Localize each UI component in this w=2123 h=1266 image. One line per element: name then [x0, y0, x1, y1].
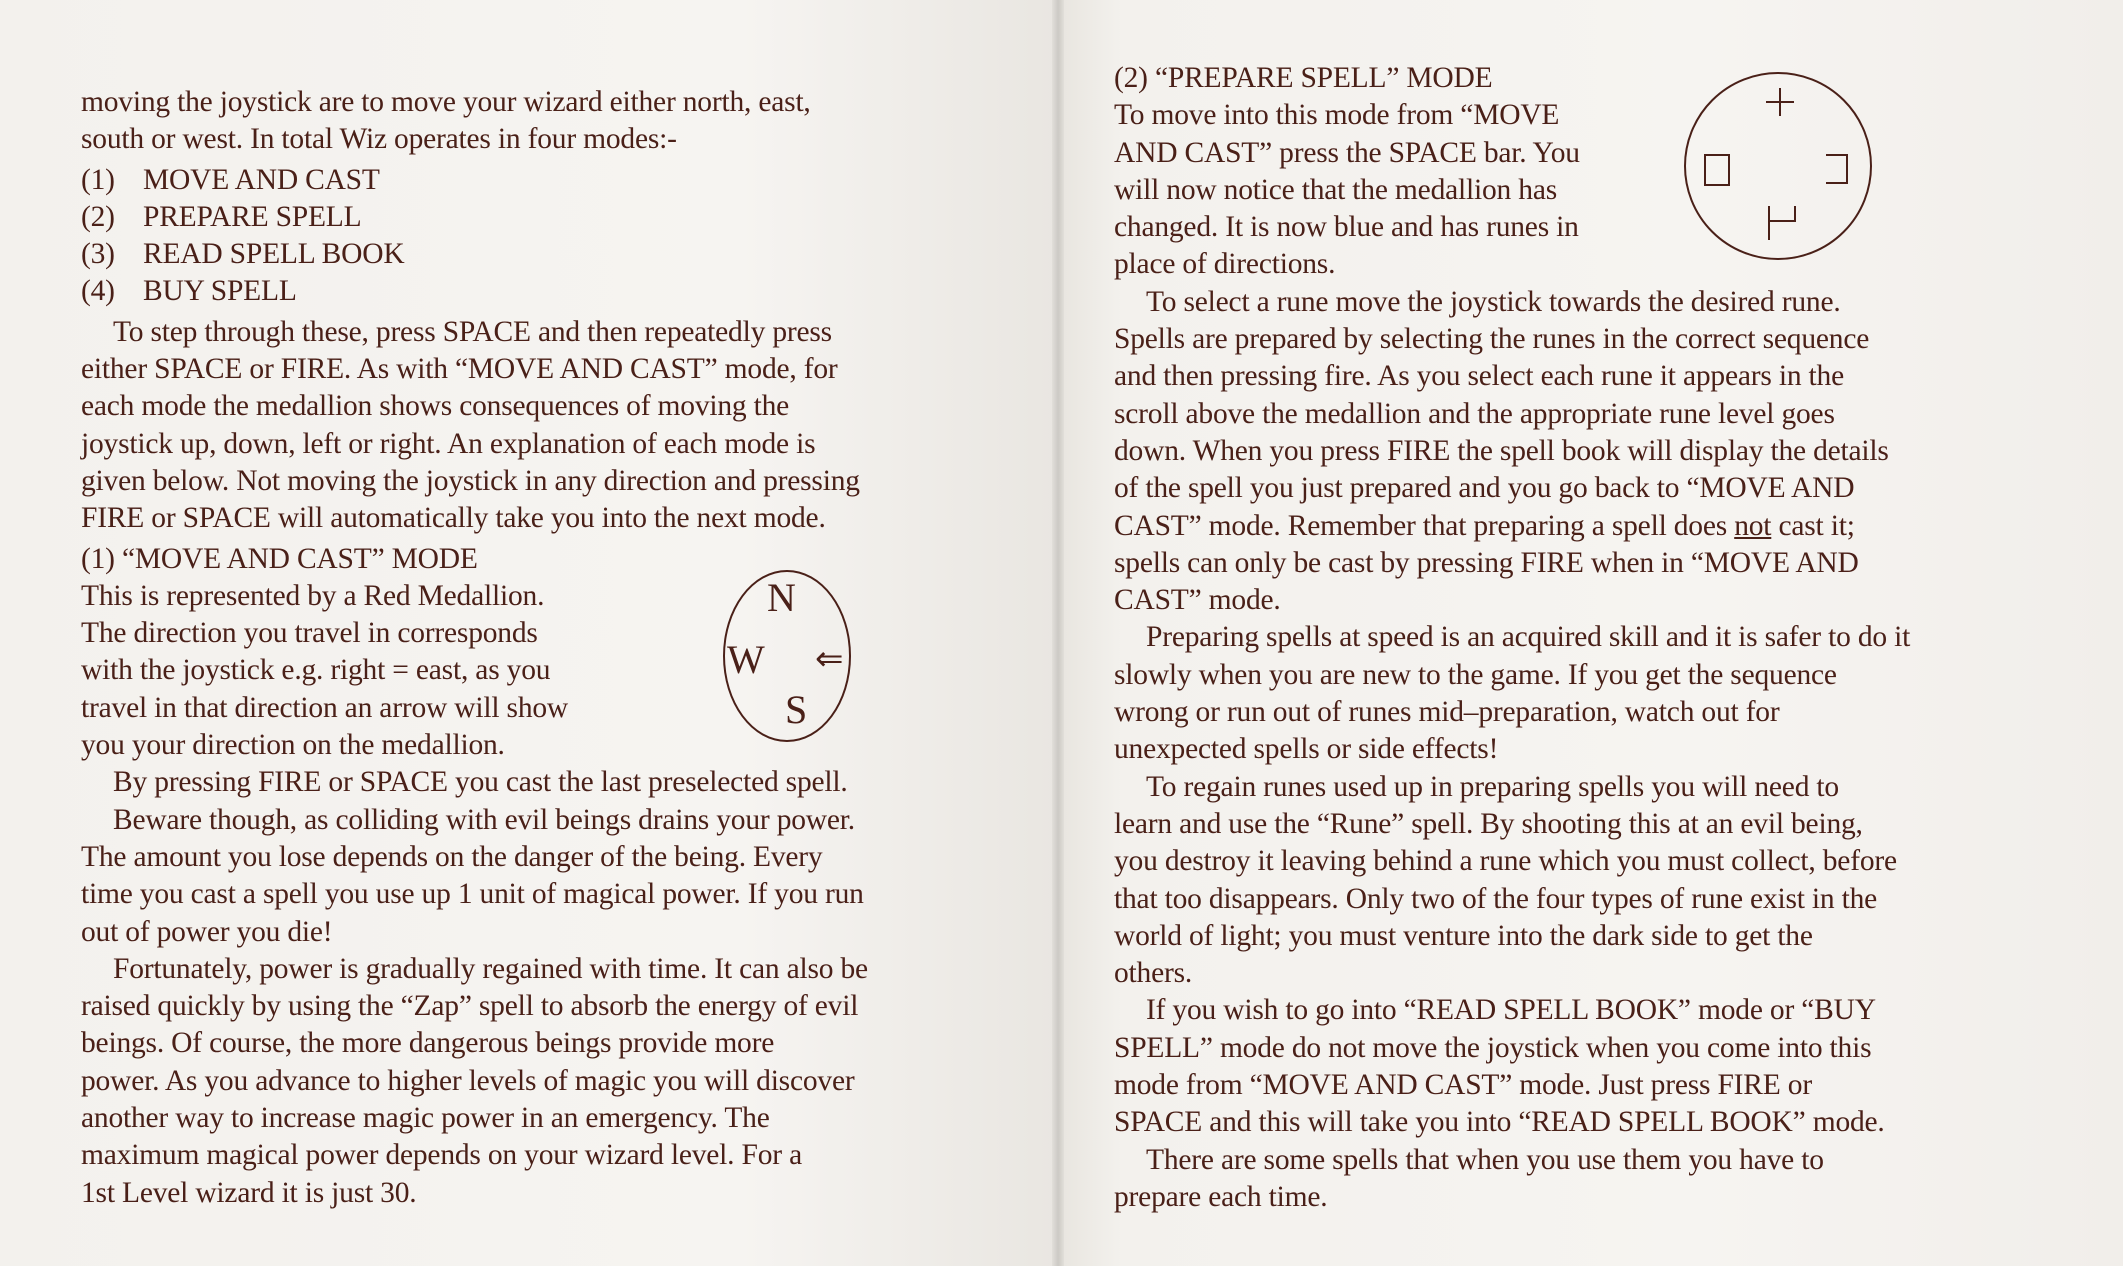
- fortunately-para-line: another way to increase magic power in an emergency. The: [81, 1102, 770, 1135]
- there-para-line: prepare each time.: [1114, 1180, 1328, 1213]
- read-para-line: SPELL” mode do not move the joystick when you come into this: [1114, 1031, 1872, 1064]
- fortunately-para-line: 1st Level wizard it is just 30.: [81, 1176, 417, 1209]
- step-para-line: joystick up, down, left or right. An explanation of each mode is: [81, 427, 816, 460]
- rune-bracket-icon: [1826, 154, 1848, 184]
- beware-para-line: out of power you die!: [81, 915, 333, 948]
- fortunately-para-line: beings. Of course, the more dangerous beings provide more: [81, 1027, 775, 1060]
- select-para-line: of the spell you just prepared and you go back to “MOVE AND: [1114, 472, 1855, 505]
- fortunately-para-line: power. As you advance to higher levels of magic you will discover: [81, 1064, 855, 1097]
- left-page-text: [81, 84, 1011, 1212]
- section-1-line: with the joystick e.g. right = east, as you: [81, 654, 551, 687]
- fortunately-para-line: Fortunately, power is gradually regained with time. It can also be: [113, 952, 868, 985]
- select-para-line: scroll above the medallion and the appropriate rune level goes: [1114, 397, 1835, 430]
- speed-para-line: wrong or run out of runes mid–preparation, watch out for: [1114, 696, 1780, 729]
- select-para-line: CAST” mode. Remember that preparing a spell does not cast it;: [1114, 509, 1855, 542]
- section-1-line: travel in that direction an arrow will show: [81, 691, 569, 724]
- step-para-line: FIRE or SPACE will automatically take you into the next mode.: [81, 502, 826, 535]
- regain-para-line: learn and use the “Rune” spell. By shooting this at an evil being,: [1114, 807, 1863, 840]
- speed-para-line: unexpected spells or side effects!: [1114, 733, 1499, 766]
- select-para-line: CAST” mode.: [1114, 584, 1281, 617]
- speed-para-line: Preparing spells at speed is an acquired skill and it is safer to do it: [1146, 621, 1911, 654]
- select-para-line: and then pressing fire. As you select each rune it appears in the: [1114, 360, 1844, 393]
- beware-para-line: Beware though, as colliding with evil beings drains your power.: [113, 803, 855, 836]
- speed-para-line: slowly when you are new to the game. If you get the sequence: [1114, 658, 1837, 691]
- intro-line-2: south or west. In total Wiz operates in four modes:-: [81, 123, 677, 156]
- section-1-heading: (1) “MOVE AND CAST” MODE: [81, 542, 478, 575]
- intro-line-1: moving the joystick are to move your wizard either north, east,: [81, 86, 811, 118]
- step-para-line: either SPACE or FIRE. As with “MOVE AND CAST” mode, for: [81, 353, 838, 386]
- step-para-line: each mode the medallion shows consequences of moving the: [81, 390, 790, 423]
- mode-list-item: (2) PREPARE SPELL: [81, 200, 362, 233]
- regain-para-line: To regain runes used up in preparing spells you will need to: [1146, 770, 1839, 803]
- right-page-text: [1114, 60, 2034, 1216]
- section-1-line: you your direction on the medallion.: [81, 729, 505, 762]
- rune-square-icon: [1704, 154, 1730, 186]
- beware-para-line: The amount you lose depends on the danger of the being. Every: [81, 840, 823, 873]
- regain-para-line: others.: [1114, 957, 1193, 990]
- fortunately-para-line: raised quickly by using the “Zap” spell to absorb the energy of evil: [81, 990, 859, 1023]
- select-para-line: spells can only be cast by pressing FIRE when in “MOVE AND: [1114, 546, 1859, 579]
- mode-list-item: (4) BUY SPELL: [81, 275, 297, 308]
- read-para-line: mode from “MOVE AND CAST” mode. Just press FIRE or: [1114, 1069, 1812, 1102]
- fortunately-para-line: maximum magical power depends on your wizard level. For a: [81, 1139, 802, 1172]
- rune-corner-icon: [1768, 206, 1798, 240]
- section-2-line: place of directions.: [1114, 248, 1336, 281]
- step-para-line: given below. Not moving the joystick in any direction and pressing: [81, 464, 860, 497]
- section-2-line: To move into this mode from “MOVE: [1114, 99, 1560, 132]
- regain-para-line: you destroy it leaving behind a rune which you must collect, before: [1114, 845, 1897, 878]
- underlined-word: not: [1734, 509, 1772, 542]
- regain-para-line: that too disappears. Only two of the four types of rune exist in the: [1114, 882, 1878, 915]
- select-para-line: Spells are prepared by selecting the runes in the correct sequence: [1114, 323, 1870, 356]
- section-1-line: This is represented by a Red Medallion.: [81, 579, 545, 612]
- read-para-line: If you wish to go into “READ SPELL BOOK” mode or “BUY: [1146, 994, 1876, 1027]
- there-para-line: There are some spells that when you use them you have to: [1146, 1143, 1824, 1176]
- step-para-line: To step through these, press SPACE and then repeatedly press: [113, 315, 832, 348]
- regain-para-line: world of light; you must venture into the dark side to get the: [1114, 919, 1813, 952]
- beware-para-line: time you cast a spell you use up 1 unit of magical power. If you run: [81, 878, 864, 911]
- mode-list-item: (3) READ SPELL BOOK: [81, 238, 405, 271]
- section-2-heading: (2) “PREPARE SPELL” MODE: [1114, 62, 1493, 94]
- select-para-line: down. When you press FIRE the spell book will display the details: [1114, 434, 1889, 467]
- select-para-line: To select a rune move the joystick towards the desired rune.: [1146, 285, 1841, 318]
- section-1-line: The direction you travel in corresponds: [81, 617, 538, 650]
- rune-plus-icon: [1766, 88, 1794, 116]
- compass-north-label: N: [767, 575, 796, 620]
- compass-medallion: [723, 570, 851, 742]
- page-gutter: [1052, 0, 1064, 1266]
- read-para-line: SPACE and this will take you into “READ SPELL BOOK” mode.: [1114, 1106, 1885, 1139]
- compass-west-label: W: [727, 637, 765, 682]
- compass-south-label: S: [785, 687, 808, 732]
- section-2-line: changed. It is now blue and has runes in: [1114, 211, 1579, 244]
- fire-para-line: By pressing FIRE or SPACE you cast the last preselected spell.: [113, 766, 848, 799]
- mode-list-item: (1) MOVE AND CAST: [81, 163, 380, 196]
- section-2-line: will now notice that the medallion has: [1114, 173, 1557, 206]
- section-2-line: AND CAST” press the SPACE bar. You: [1114, 136, 1580, 169]
- direction-arrow-icon: ⇐: [815, 639, 844, 679]
- rune-medallion: [1684, 72, 1872, 260]
